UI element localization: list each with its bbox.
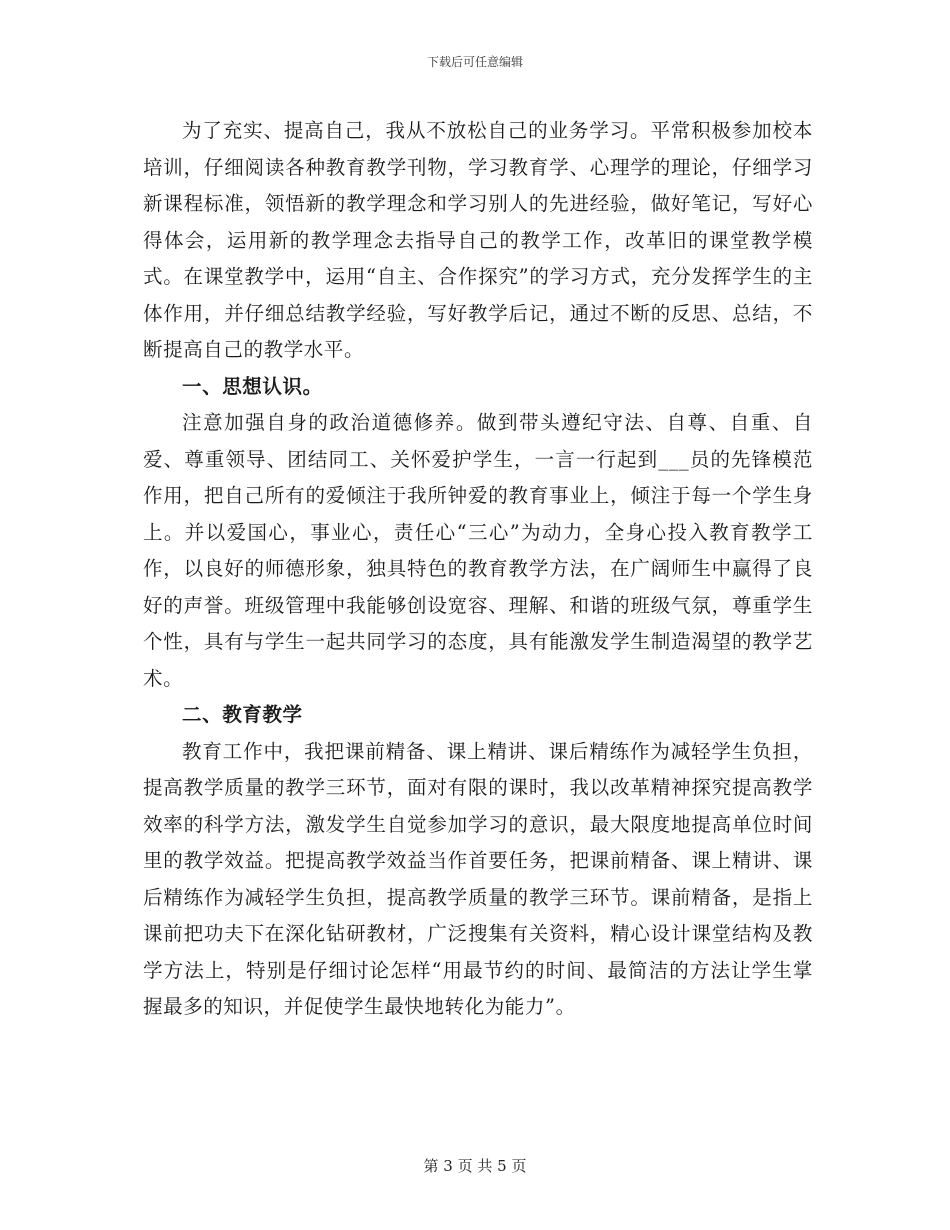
document-body (143, 113, 813, 1026)
paragraph-teaching: 教育工作中，我把课前精备、课上精讲、课后精练作为减轻学生负担，提高教学质量的教学三环节，面对有限的课时，我以改革精神探究提高教学效率的科学方法，激发学生自觉参加学习的意识，最大限度地提高单位时间里的教学效益。把提高教学效益当作首要任务，把课前精备、课上精讲、课后精练作为减轻学生负担，提高教学质量的教学三环节。课前精备，是指上课前把功夫下在深化钻研教材，广泛搜集有关资料，精心设计课堂结构及教学方法上，特别是仔细讨论怎样“用最节约的时间、最简洁的方法让学生掌握最多的知识，并促使学生最快地转化为能力”。 (143, 739, 813, 1018)
section-heading-teaching: 二、教育教学 (182, 703, 303, 726)
page-footer: 第 3 页 共 5 页 (423, 1157, 527, 1175)
page-header: 下载后可任意编辑 (426, 55, 523, 69)
paragraph-ideology: 注意加强自身的政治道德修养。做到带头遵纪守法、自尊、自重、自爱、尊重领导、团结同工、关怀爱护学生，一言一行起到___员的先锋模范作用，把自己所有的爱倾注于我所钟爱的教育事业上，倾注于每一个学生身上。并以爱国心，事业心，责任心“三心”为动力，全身心投入教育教学工作，以良好的师德形象，独具特色的教育教学方法，在广阔师生中赢得了良好的声誉。班级管理中我能够创设宽容、理解、和谐的班级气氛，尊重学生个性，具有与学生一起共同学习的态度，具有能激发学生制造渴望的教学艺术。 (143, 411, 813, 690)
section-heading-ideology: 一、思想认识。 (182, 374, 323, 398)
paragraph-study: 为了充实、提高自己，我从不放松自己的业务学习。平常积极参加校本培训，仔细阅读各种教育教学刊物，学习教育学、心理学的理论，仔细学习新课程标准，领悟新的教学理念和学习别人的先进经验，做好笔记，写好心得体会，运用新的教学理念去指导自己的教学工作，改革旧的课堂教学模式。在课堂教学中，运用“自主、合作探究”的学习方式，充分发挥学生的主体作用，并仔细总结教学经验，写好教学后记，通过不断的反思、总结，不断提高自己的教学水平。 (143, 119, 813, 361)
